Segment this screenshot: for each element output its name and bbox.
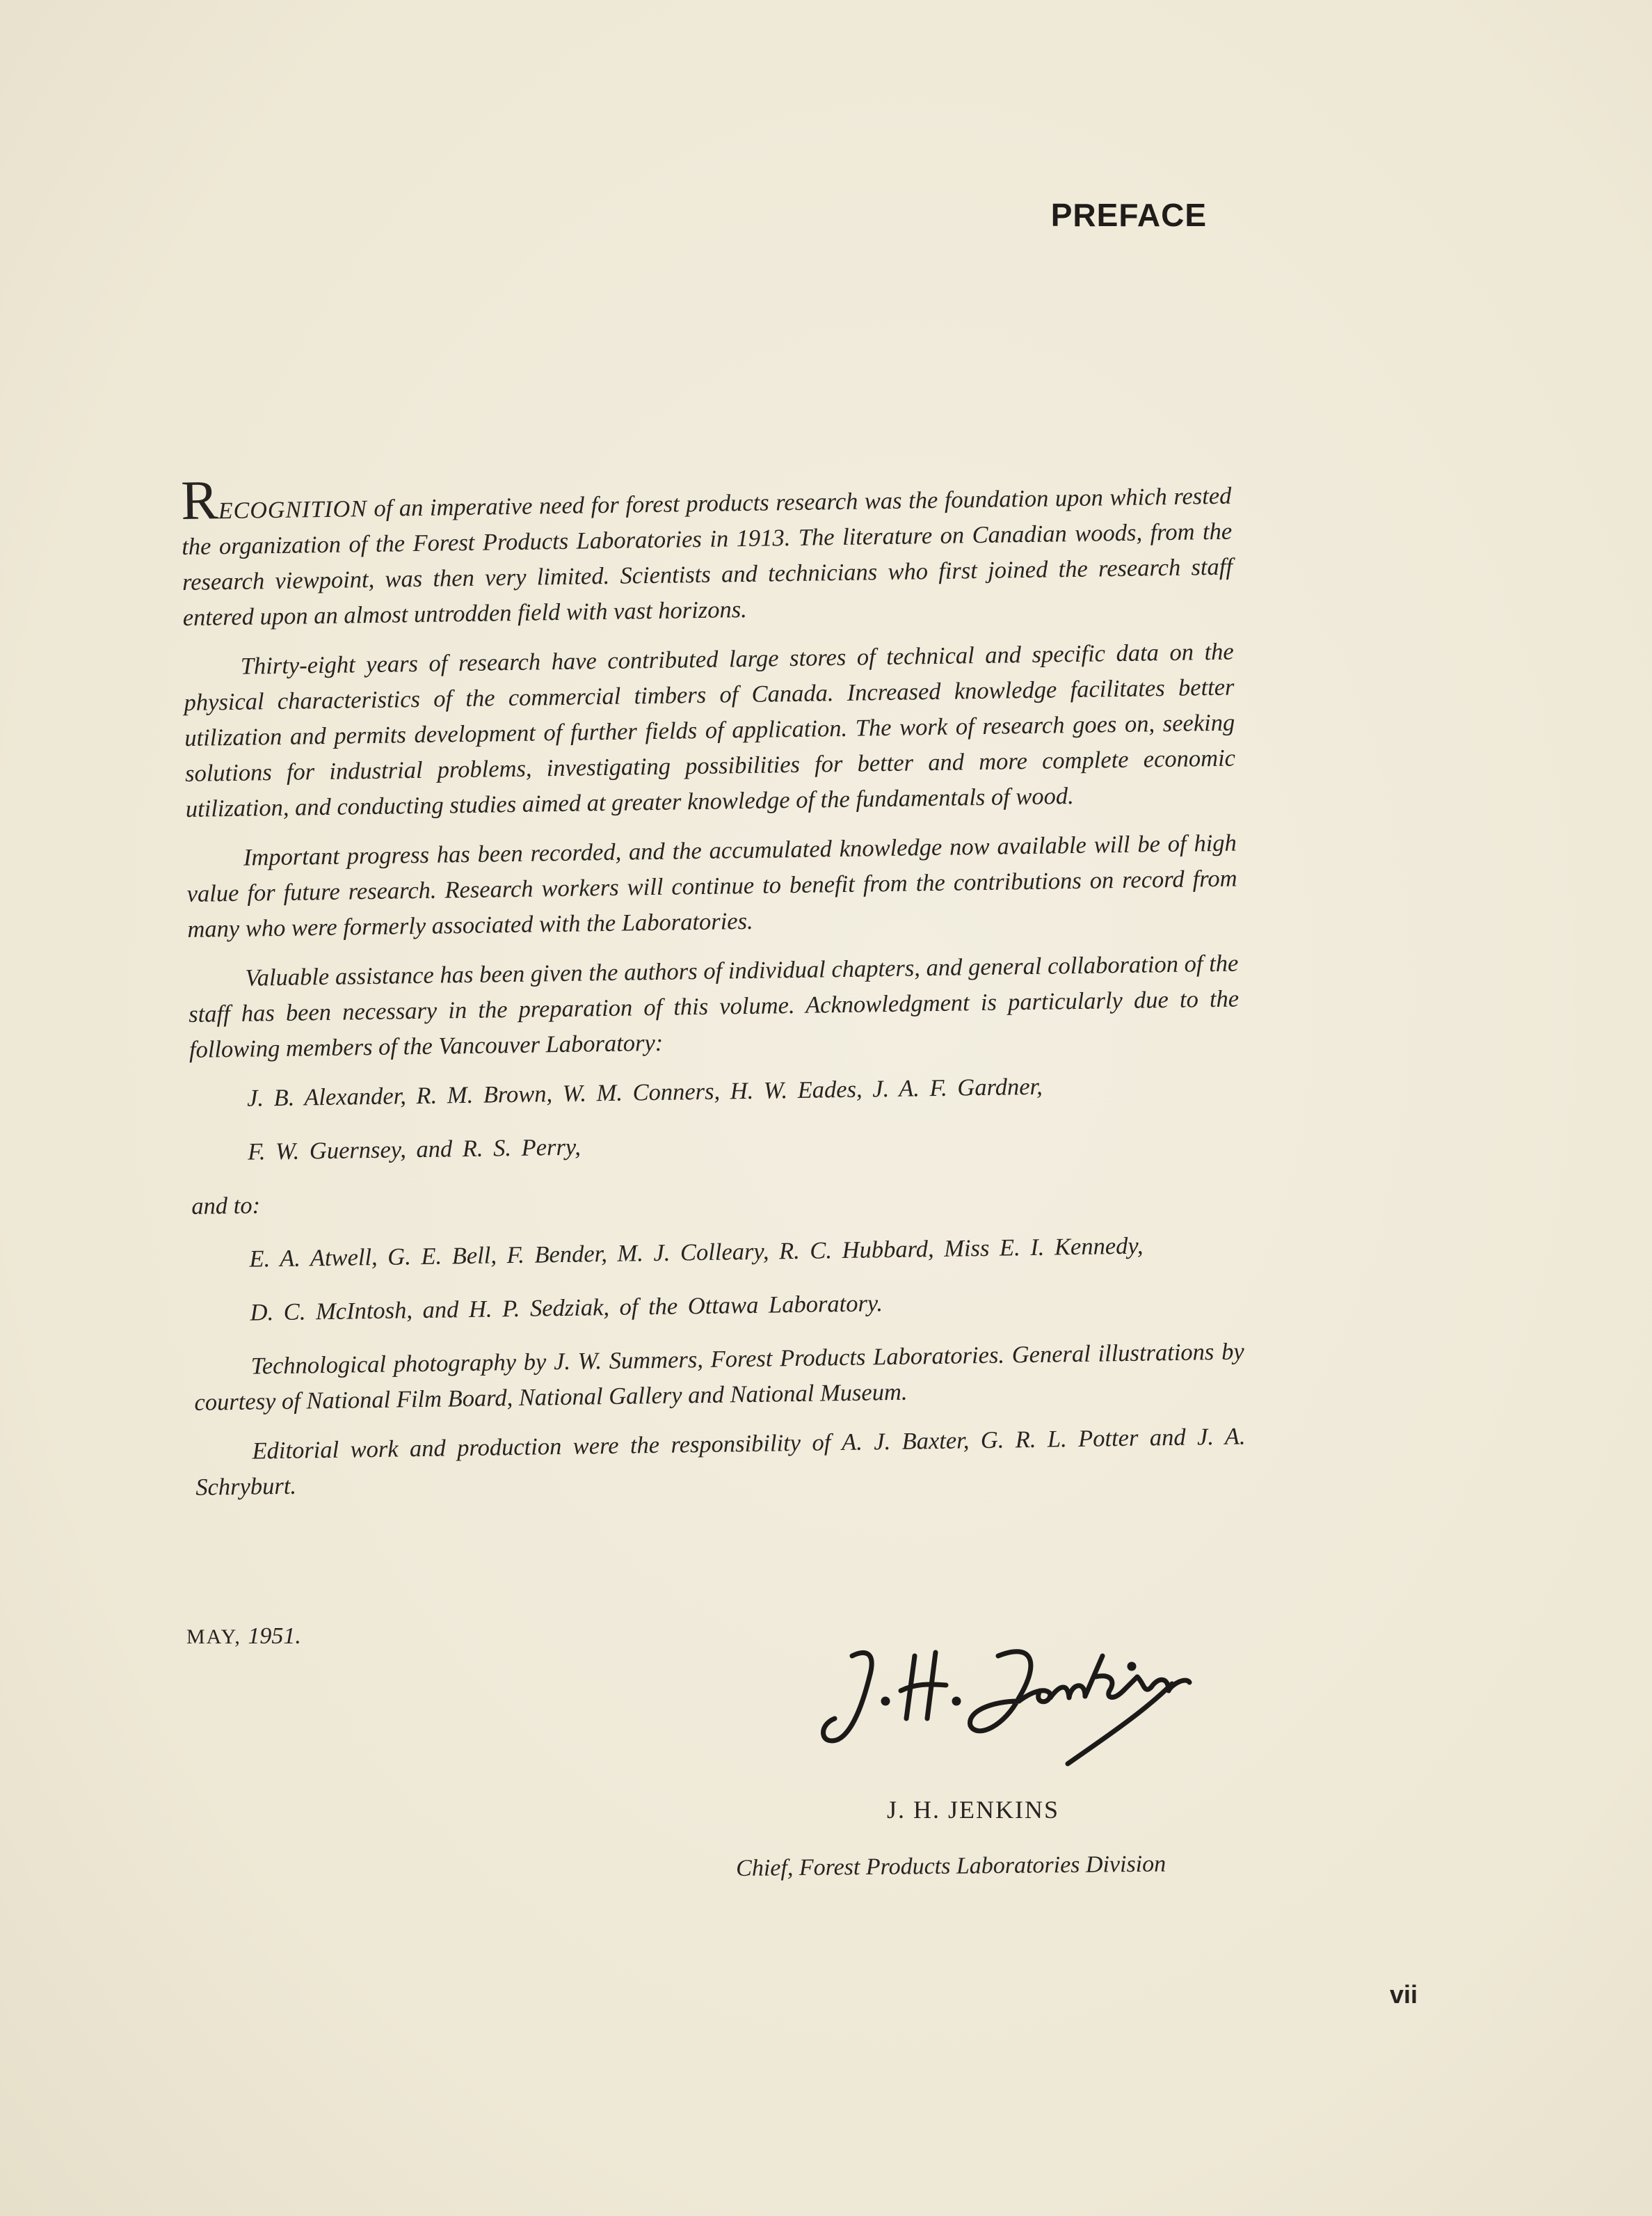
signature-text: J. H. Jenkins: [810, 1635, 815, 1636]
drop-cap: R: [180, 470, 219, 532]
preface-date: [186, 1623, 301, 1650]
lead-word: ECOGNITION: [218, 496, 368, 525]
date-month: MAY,: [186, 1625, 241, 1648]
signer-title: Chief, Forest Products Laboratories Division: [736, 1851, 1166, 1881]
paragraph-4: Valuable assistance has been given the authors of individual chapters, and general collaboration of the staff has been necessary in the preparation of this volume. Acknowledgment is particularly due to the following members of the Vancouver Laboratory:: [188, 950, 1240, 1063]
paragraph-editorial: Editorial work and production were the responsibility of A. J. Baxter, G. R. L. Potter and J. A. Schryburt.: [195, 1423, 1246, 1501]
signer-name: J. H. JENKINS: [887, 1796, 1060, 1824]
vancouver-names-line-1: J. B. Alexander, R. M. Brown, W. M. Conners, H. W. Eades, J. A. F. Gardner,: [246, 1073, 1043, 1112]
ottawa-names-line-1: E. A. Atwell, G. E. Bell, F. Bender, M. J. Colleary, R. C. Hubbard, Miss E. I. Kennedy,: [249, 1232, 1144, 1273]
preface-body: [181, 472, 1246, 1520]
ottawa-names-line-2: D. C. McIntosh, and H. P. Sedziak, of the Ottawa Laboratory.: [250, 1290, 883, 1326]
and-to-line: and to:: [191, 1192, 261, 1220]
paragraph-2: Thirty-eight years of research have contributed large stores of technical and specific data on the physical characteristics of the commercial timbers of Canada. Increased knowledge facilitates better utilization and permits development of further fields of application. The work of research goes on, seeking solutions for industrial problems, investigating possibilities for better and more complete economic utilization, and conducting studies aimed at greater knowledge of the fundamentals of wood.: [184, 638, 1236, 822]
page-number: vii: [1390, 1980, 1418, 2009]
date-year: 1951.: [248, 1623, 301, 1649]
vancouver-names-line-2: F. W. Guernsey, and R. S. Perry,: [247, 1133, 582, 1165]
paragraph-1-text: of an imperative need for forest products research was the foundation upon which rested the organization of the Forest Products Laboratories in 1913. The literature on Canadian woods, from the research viewpoint, was then very limited. Scientists and technicians who first joined the research staff entered upon an almost untrodden field with vast horizons.: [181, 482, 1233, 631]
handwritten-signature: [810, 1635, 1200, 1774]
paragraph-3: Important progress has been recorded, and the accumulated knowledge now available will be of high value for future research. Research workers will continue to benefit from the contributions on record from many who were formerly associated with the Laboratories.: [186, 829, 1237, 943]
page-heading: PREFACE: [1050, 197, 1207, 233]
paragraph-1: [181, 472, 1233, 636]
paragraph-photography: Technological photography by J. W. Summers, Forest Products Laboratories. General illustrations by courtesy of National Film Board, National Gallery and National Museum.: [194, 1338, 1244, 1416]
